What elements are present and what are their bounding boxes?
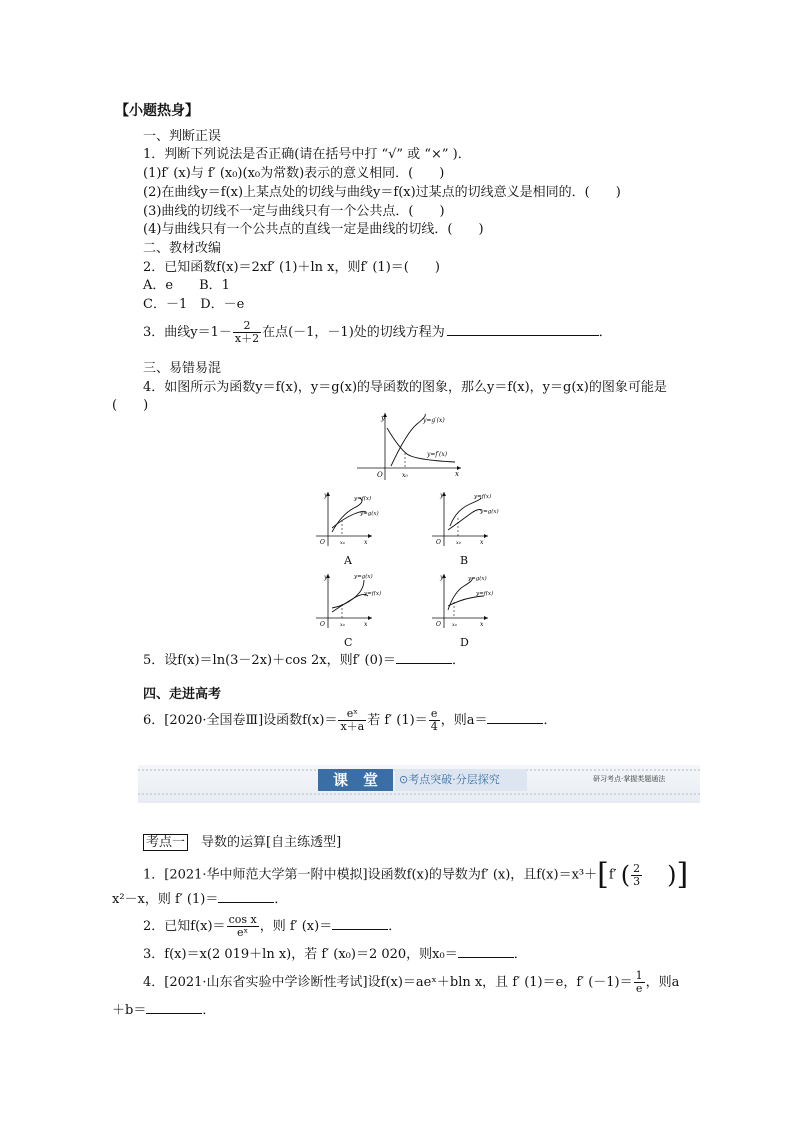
classroom-banner [138, 765, 700, 803]
svg-text:x₀: x₀ [340, 540, 345, 546]
kp2-text-a: 2．已知f(x)＝ [143, 919, 226, 934]
kp3-text: 3．f(x)＝x(2 019＋ln x)，若 f′ (x₀)＝2 020，则x₀＝ [143, 947, 458, 962]
svg-text:y=f(x): y=f(x) [354, 496, 372, 502]
svg-text:y: y [324, 492, 328, 499]
kp3-answer-blank[interactable] [458, 946, 514, 958]
question-4-bracket: ( ) [112, 398, 149, 413]
keypoint-1-heading [143, 835, 341, 851]
option-c-curve-g [332, 580, 364, 608]
item-4: (4)与曲线只有一个公共点的直线一定是曲线的切线．( ) [143, 222, 484, 237]
svg-text:x₀: x₀ [456, 540, 461, 546]
kp1-right-paren: ) [667, 861, 677, 889]
item-1: (1)f′ (x)与 f′ (x₀)(x₀为常数)表示的意义相同．( ) [143, 166, 445, 181]
option-b-graph [430, 488, 510, 548]
option-a-graph [314, 488, 394, 548]
kp-question-4-cont [112, 1002, 215, 1019]
q5-end: ． [451, 653, 465, 668]
q6-text-a: 6．[2020·全国卷Ⅲ]设函数f(x)＝ [143, 713, 338, 728]
q6-fraction-2: $\frac{e}{4}$ [430, 707, 438, 733]
label-g-prime: y=g′(x) [423, 417, 445, 424]
kp2-end: ． [388, 919, 402, 934]
svg-text:x: x [480, 539, 484, 546]
item-2: (2)在曲线y＝f(x)上某点处的切线与曲线y＝f(x)过某点的切线意义是相同的．( ) [143, 185, 621, 200]
banner-subtitle: ⊙考点突破·分层探究 [395, 769, 527, 791]
derivative-graph [355, 410, 465, 482]
svg-text:x₀: x₀ [452, 622, 457, 628]
svg-text:O: O [436, 621, 441, 628]
svg-text:y: y [440, 492, 444, 499]
keypoint-title: 导数的运算[自主练透型] [188, 835, 342, 850]
q3-fraction [233, 320, 261, 345]
kp2-answer-blank[interactable] [332, 918, 388, 930]
option-b-curve-f [450, 498, 481, 526]
q3-answer-blank[interactable] [447, 324, 599, 336]
kp1-text-a: 1．[2021·华中师范大学第一附中模拟]设函数f(x)的导数为f′ (x)，且f(x)＝x³＋ [143, 867, 598, 883]
kp1-text-b: x²－x，则 f′ (1)＝ [112, 892, 219, 907]
option-c-curve-f [332, 594, 368, 612]
kp2-fraction: $\frac{\text{cos x}}{\text{eˣ}}$ [228, 913, 257, 939]
heading-textbook: 二、教材改编 [143, 241, 222, 256]
q6-answer-blank[interactable] [487, 712, 543, 724]
heading-errors: 三、易错易混 [143, 361, 222, 376]
x0-label: x₀ [402, 472, 408, 479]
svg-text:y=g(x): y=g(x) [468, 576, 487, 582]
svg-text:x: x [480, 621, 484, 628]
q3-text-b: 在点(－1，－1)处的切线方程为 [262, 325, 445, 340]
kp2-text-b: ，则 f′ (x)＝ [259, 919, 333, 934]
question-6 [143, 705, 556, 737]
kp4-end: ． [202, 1003, 216, 1018]
label-f-prime: y=f′(x) [427, 451, 448, 458]
q6-end: ． [543, 713, 557, 728]
q3-text-a: 3．曲线y＝1－ [143, 325, 232, 340]
kp1-fraction: $\frac{2}{3}$ [633, 861, 641, 888]
kp1-right-bracket: ] [676, 857, 689, 892]
svg-text:O: O [320, 539, 325, 546]
q6-text-c: ，则a＝ [440, 713, 488, 728]
svg-text:x: x [364, 621, 368, 628]
question-2: 2．已知函数f(x)＝2xf′ (1)＋ln x，则f′ (1)＝( ) [143, 260, 440, 275]
section-title: 【小题热身】 [115, 103, 199, 119]
svg-text:O: O [436, 539, 441, 546]
option-a-label: A [344, 554, 352, 567]
option-b-label: B [460, 554, 469, 567]
kp3-end: ． [513, 947, 527, 962]
kp-question-1-cont [112, 891, 287, 908]
q6-text-b: 若 f′ (1)＝ [367, 713, 428, 728]
svg-text:x: x [364, 539, 368, 546]
kp-question-1 [143, 857, 689, 892]
svg-text:y=f(x): y=f(x) [476, 591, 494, 597]
option-d-graph [430, 570, 510, 630]
option-a-curve-f [332, 498, 362, 532]
kp-question-4 [143, 968, 679, 998]
svg-text:O: O [320, 621, 325, 628]
kp-question-3 [143, 946, 527, 963]
banner-label: 课 堂 [318, 769, 393, 791]
kp4-text-c: ＋b＝ [112, 1003, 147, 1018]
question-5 [143, 652, 465, 669]
svg-text:y=f(x): y=f(x) [364, 591, 382, 597]
svg-text:y: y [324, 574, 328, 581]
keypoint-tag: 考点一 [143, 834, 188, 851]
axis-x-label: x [455, 470, 459, 478]
option-d-curve-g [448, 578, 472, 610]
svg-text:y=g(x): y=g(x) [360, 511, 379, 517]
origin-label: O [377, 471, 383, 479]
q5-answer-blank[interactable] [396, 652, 452, 664]
svg-text:y=f(x): y=f(x) [474, 494, 492, 500]
kp1-left-bracket: [ [597, 857, 609, 892]
svg-text:y=g(x): y=g(x) [354, 574, 373, 580]
q3-end: ． [598, 325, 612, 340]
q3-numerator: 2 [233, 320, 261, 333]
kp1-fprime: f′ [608, 867, 617, 883]
option-c-label: C [344, 636, 353, 649]
kp4-answer-blank[interactable] [146, 1002, 202, 1014]
options-ab: A．e B．1 [143, 278, 230, 293]
kp1-end: ． [274, 892, 288, 907]
heading-judge: 一、判断正误 [143, 129, 222, 144]
options-cd: C．－1 D．－e [143, 297, 245, 312]
option-c-graph [314, 570, 394, 630]
q3-denominator: x＋2 [234, 332, 260, 345]
banner-right-text: 研习考点·掌握类题通法 [593, 775, 666, 783]
axis-y-label: y [381, 414, 385, 422]
svg-text:y: y [440, 574, 444, 581]
kp-question-2 [143, 912, 401, 942]
q6-fraction-1: $\frac{\text{eˣ}}{x+a}$ [340, 707, 365, 733]
question-1: 1．判断下列说法是否正确(请在括号中打 “√” 或 “×” )． [143, 147, 471, 162]
item-3: (3)曲线的切线不一定与曲线只有一个公共点．( ) [143, 204, 445, 219]
svg-text:x₀: x₀ [340, 622, 345, 628]
option-d-label: D [460, 636, 469, 649]
kp4-text-a: 4．[2021·山东省实验中学诊断性考试]设f(x)＝aeˣ＋bln x，且 f′ (1)＝e，f′ (－1)＝ [143, 975, 633, 990]
q5-text: 5．设f(x)＝ln(3－2x)＋cos 2x，则f′ (0)＝ [143, 653, 396, 668]
kp1-left-paren: ( [620, 861, 631, 889]
kp4-text-b: ，则a [645, 975, 680, 990]
svg-text:y=g(x): y=g(x) [480, 509, 499, 515]
heading-exam: 四、走进高考 [143, 687, 222, 702]
question-3 [143, 318, 612, 348]
kp1-answer-blank[interactable] [218, 891, 274, 903]
question-4: 4．如图所示为函数y＝f(x)，y＝g(x)的导函数的图象，那么y＝f(x)，y＝g(x)的图象可能是 [143, 380, 667, 395]
kp4-fraction: $\frac{1}{e}$ [635, 969, 643, 995]
